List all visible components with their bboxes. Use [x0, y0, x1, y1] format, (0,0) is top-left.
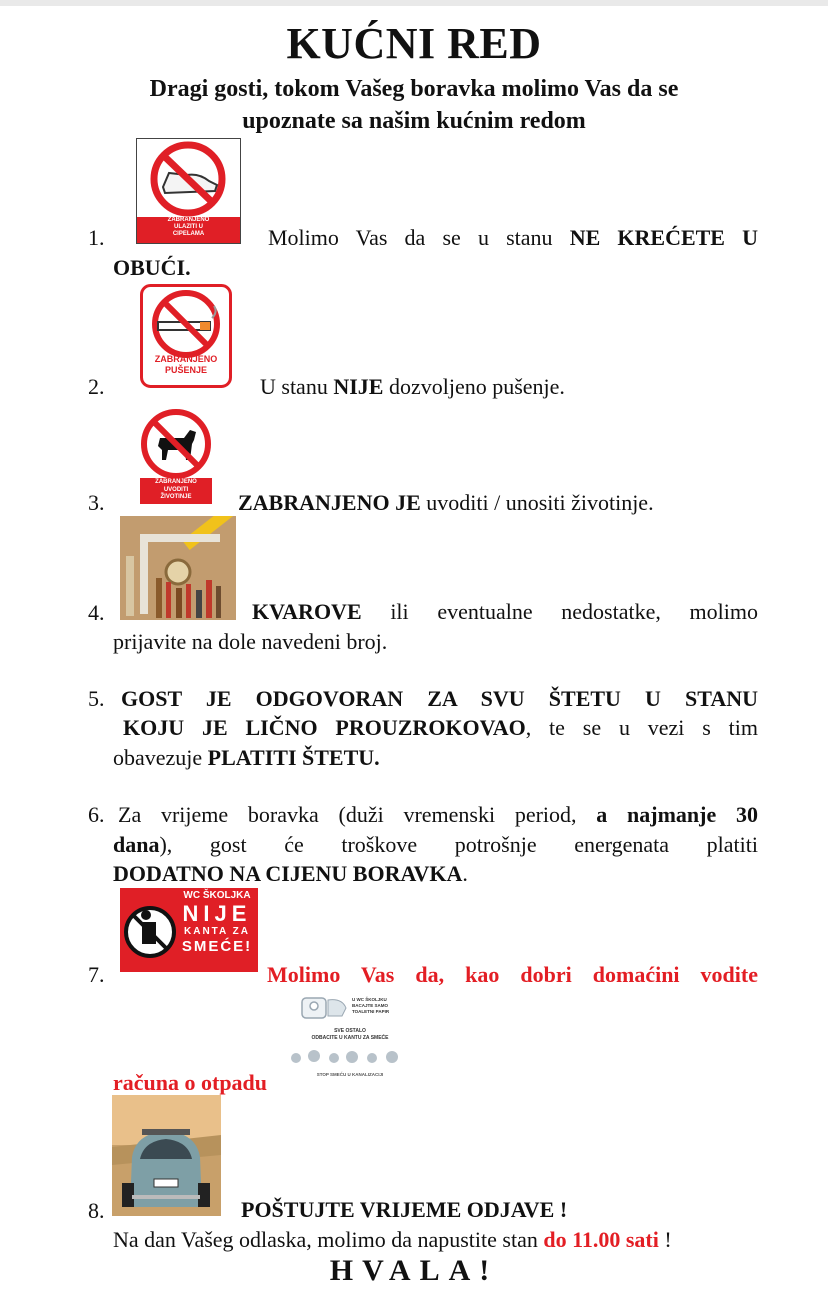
- waste-info-text-mid: [288, 1028, 412, 1042]
- rule-5-number: 5.: [88, 686, 105, 711]
- rule-6-bold-b: dana: [113, 832, 160, 857]
- waste-info-graphic: [288, 994, 412, 1084]
- tools-icon: [120, 516, 236, 620]
- info-text: SVE OSTALO: [334, 1028, 366, 1034]
- rule-6-text-b: ), gost će troškove potrošnje energenata platiti: [159, 832, 758, 857]
- rule-1-text: Molimo Vas da se u stanu: [268, 225, 553, 250]
- tools-photo: [120, 516, 236, 620]
- no-smoking-sign-label: [140, 354, 232, 376]
- rule-7-line-1: Molimo Vas da, kao dobri domaćini vodite: [267, 962, 758, 987]
- rule-1-number: 1.: [88, 225, 105, 250]
- rule-6-bold-a: a najmanje 30: [596, 802, 758, 827]
- rule-2-number: 2.: [88, 374, 105, 399]
- rule-6-text-c: .: [462, 861, 468, 886]
- no-animals-sign: [136, 408, 216, 504]
- no-animals-sign-label: [140, 479, 212, 502]
- no-shoes-sign-label: [137, 217, 240, 238]
- sign-text: ULAZITI U: [174, 224, 203, 230]
- rule-6-line-1: [118, 800, 758, 829]
- sign-text: CIPELAMA: [172, 231, 205, 237]
- rule-6-number: 6.: [88, 802, 105, 827]
- sign-text: SMEĆE!: [181, 938, 253, 955]
- rule-3-bold: ZABRANJENO JE: [238, 490, 421, 515]
- no-smoking-sign: [140, 284, 232, 388]
- rule-5-text-a: , te se u vezi s tim: [525, 715, 759, 740]
- rule-7-line-2: računa o otpadu: [113, 1070, 268, 1095]
- rule-3-number: 3.: [88, 490, 105, 515]
- rule-1-line-2: OBUĆI.: [113, 255, 191, 280]
- car-photo: [112, 1095, 221, 1216]
- rule-8-text: [113, 1225, 672, 1254]
- thank-you-footer: HVALA!: [329, 1254, 499, 1287]
- sign-text: UVODITI: [163, 486, 189, 493]
- rule-7-number: 7.: [88, 962, 105, 987]
- rule-4-number: 4.: [88, 600, 105, 625]
- info-text: U WC ŠKOLJKU: [352, 997, 387, 1002]
- rule-4-text-a: ili eventualne nedostatke, molimo: [390, 599, 759, 624]
- sign-text: KANTA ZA: [184, 926, 250, 937]
- rule-5-text-b: obavezuje: [113, 745, 203, 770]
- rule-3-text: [238, 488, 654, 517]
- rule-2-text-a: U stanu: [260, 374, 328, 399]
- sign-text: ZABRANJENO: [155, 479, 197, 485]
- rule-1-line-1: [268, 223, 758, 252]
- sign-text: ŽIVOTINJE: [160, 494, 192, 500]
- rule-6-bold-c: DODATNO NA CIJENU BORAVKA: [113, 861, 463, 886]
- rule-4-bold: KVAROVE: [252, 599, 362, 624]
- rule-5-bold-c: PLATITI ŠTETU.: [207, 745, 380, 770]
- rule-4-line-1: [252, 597, 758, 626]
- wc-not-trash-sign: [120, 888, 258, 972]
- waste-info-text-bottom: STOP SMEĆU U KANALIZACIJI: [316, 1072, 384, 1077]
- rule-8-text-a: Na dan Vašeg odlaska, molimo da napustite stan: [113, 1227, 538, 1252]
- rule-5-bold-b: KOJU JE LIČNO PROUZROKOVAO: [123, 715, 526, 740]
- rule-8-text-b: !: [664, 1227, 672, 1252]
- rule-6-line-3: [113, 859, 468, 888]
- rule-5-line-3: [113, 743, 380, 772]
- rule-8-heading: POŠTUJTE VRIJEME ODJAVE !: [241, 1197, 568, 1222]
- sign-text: ZABRANJENO: [167, 217, 210, 223]
- rule-1-bold: NE KREĆETE U: [569, 225, 759, 250]
- rule-4-line-2: prijavite na dole navedeni broj.: [113, 629, 388, 654]
- subtitle-line-2: upoznate sa našim kućnim redom: [242, 108, 586, 134]
- no-shoes-sign: [136, 138, 241, 244]
- rule-5-line-2: [123, 713, 758, 742]
- info-text: BACAJTE SAMO: [352, 1003, 389, 1008]
- rule-6-text-a: Za vrijeme boravka (duži vremenski period,: [118, 802, 577, 827]
- rule-6-line-2: [113, 830, 758, 859]
- rule-2-text: [260, 372, 565, 401]
- top-bar: [0, 0, 828, 6]
- rule-5-line-1: GOST JE ODGOVORAN ZA SVU ŠTETU U STANU: [121, 686, 758, 711]
- sign-text: ZABRANJENO: [154, 354, 218, 364]
- page-title: KUĆNI RED: [286, 19, 542, 68]
- info-text: ODBACITE U KANTU ZA SMEĆE: [311, 1035, 389, 1041]
- wc-sign-label: [178, 890, 256, 956]
- subtitle-line-1: Dragi gosti, tokom Vašeg boravka molimo Vas da se: [149, 76, 679, 102]
- info-text: TOALETNI PAPIR: [352, 1009, 390, 1014]
- rule-2-bold: NIJE: [333, 374, 384, 399]
- rule-3-text-a: uvoditi / unositi životinje.: [426, 490, 654, 515]
- waste-info-text-top: [352, 997, 412, 1015]
- sign-text: PUŠENJE: [164, 365, 208, 375]
- rule-8-red: do 11.00 sati: [543, 1227, 659, 1252]
- car-icon: [112, 1095, 221, 1216]
- sign-text: WC ŠKOLJKA: [183, 890, 251, 901]
- rule-8-number: 8.: [88, 1198, 105, 1223]
- sign-text: NIJE: [182, 901, 252, 926]
- rule-2-text-b: dozvoljeno pušenje.: [388, 374, 565, 399]
